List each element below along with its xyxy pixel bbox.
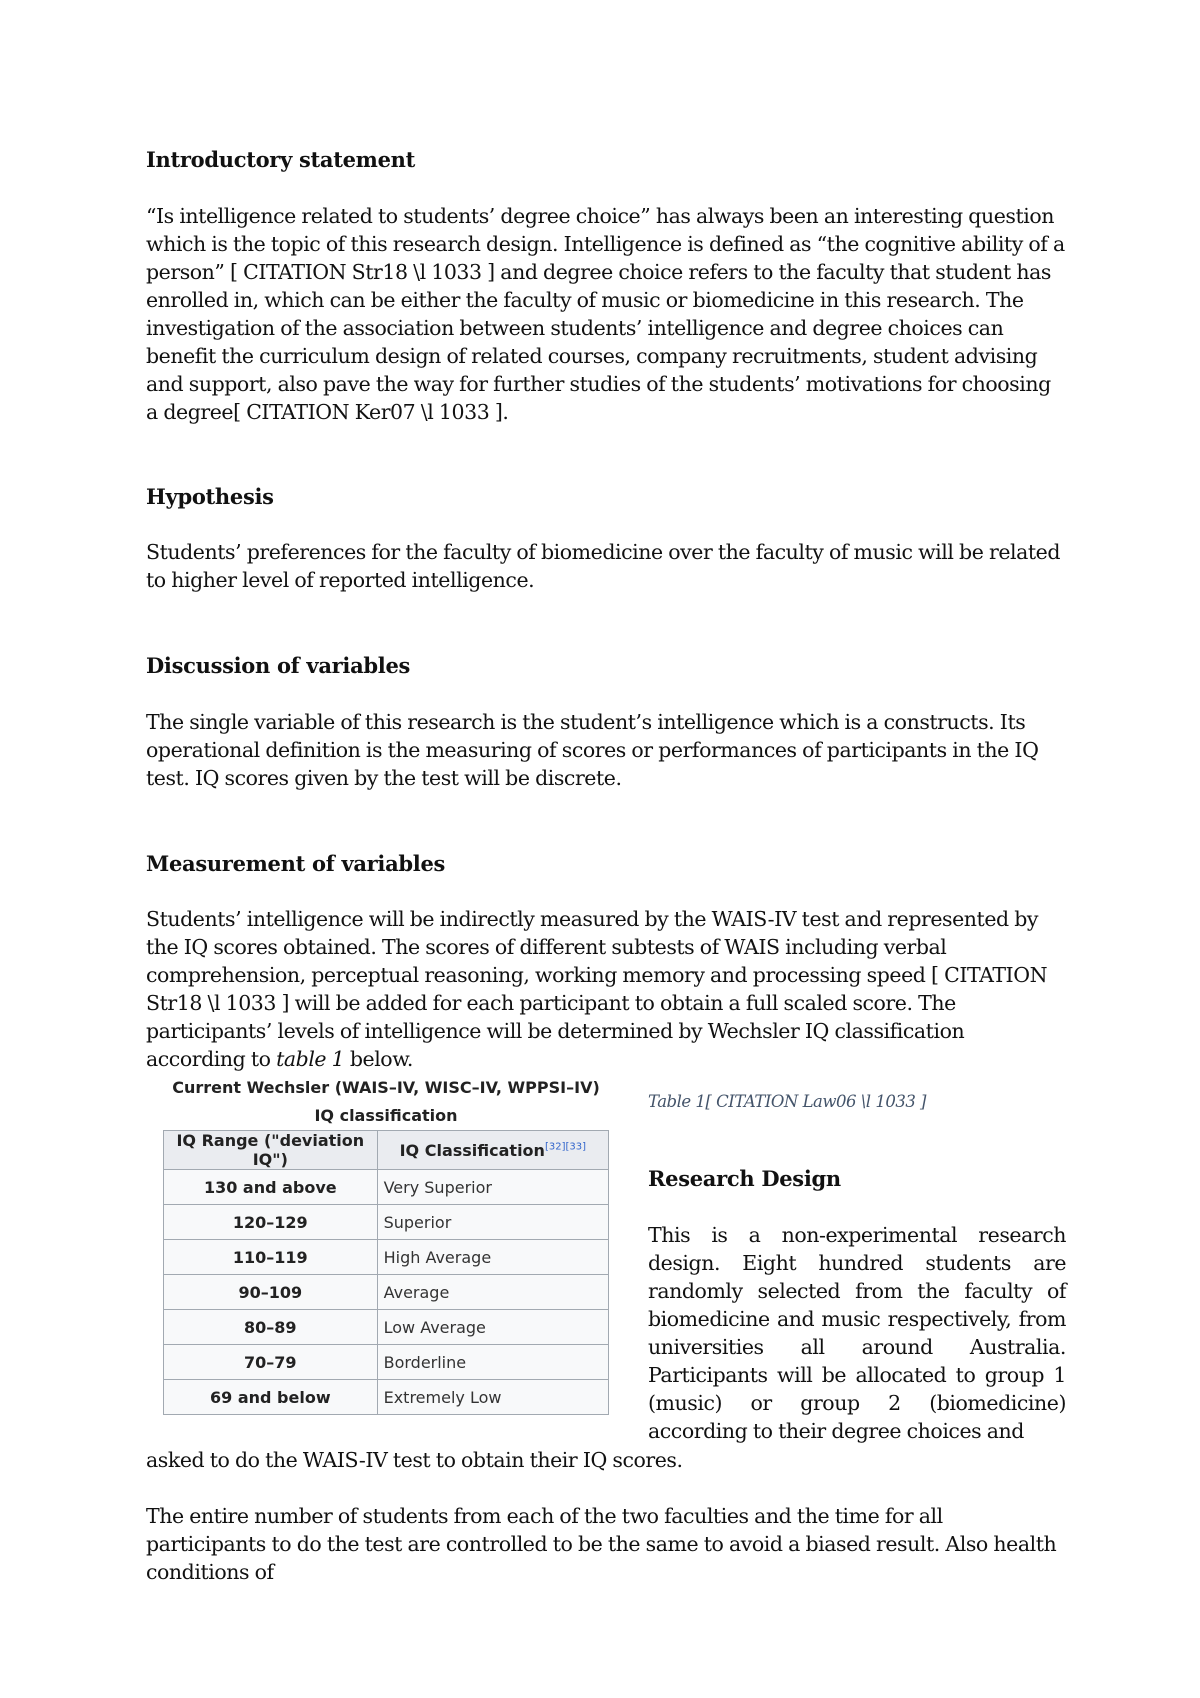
paragraph-introduction: “Is intelligence related to students’ degree choice” has always been an interesting question which is the topic of this research design. Intelligence is defined as “the cognitive ability of a person” [ CITATION Str18 \l 1033 ] and degree choice refers to the faculty that student has enrolled in, which can be either the faculty of music or biomedicine in this research. The investigation of the association between students’ intelligence and degree choices can benefit the curriculum design of related courses, company recruitments, student advising and support, also pave the way for further studies of the students’ motivations for choosing a degree[ CITATION Ker07 \l 1033 ]. — [146, 204, 1065, 424]
iq-classification-cell: High Average — [377, 1240, 608, 1275]
iq-range-cell: 80–89 — [164, 1310, 378, 1345]
table-row — [164, 1310, 609, 1345]
iq-classification-cell: Low Average — [377, 1310, 608, 1345]
heading-research-design: Research Design — [648, 1166, 841, 1191]
table-caption: Table 1[ CITATION Law06 \l 1033 ] — [648, 1092, 926, 1111]
iq-classification-table — [163, 1130, 609, 1415]
iq-classification-cell: Superior — [377, 1205, 608, 1240]
iq-range-cell: 120–129 — [164, 1205, 378, 1240]
heading-measurement-of-variables: Measurement of variables — [146, 851, 446, 876]
heading-introductory-statement: Introductory statement — [146, 147, 416, 172]
table-row — [164, 1275, 609, 1310]
column-header-iq-classification — [377, 1131, 608, 1170]
iq-range-cell: 90–109 — [164, 1275, 378, 1310]
paragraph-hypothesis: Students’ preferences for the faculty of biomedicine over the faculty of music will be related to higher level of reported intelligence. — [146, 540, 1061, 592]
table-row — [164, 1380, 609, 1415]
iq-range-cell: 69 and below — [164, 1380, 378, 1415]
reference-link[interactable]: [32][33] — [544, 1141, 586, 1153]
paragraph-measurement — [146, 905, 1066, 1073]
table-row — [164, 1205, 609, 1240]
table-row — [164, 1170, 609, 1205]
measurement-text-before: Students’ intelligence will be indirectly measured by the WAIS-IV test and represented by the IQ scores obtained. The scores of different subtests of WAIS including verbal comprehension, perceptual reasoning, working memory and processing speed [ CITATION Str18 \l 1033 ] will be added for each participant to obtain a full scaled score. The participants’ levels of intelligence will be determined by Wechsler IQ classification according to — [146, 907, 1048, 1071]
iq-classification-label: IQ Classification — [399, 1140, 545, 1160]
paragraph-research-design-continued: asked to do the WAIS-IV test to obtain their IQ scores. — [146, 1448, 683, 1472]
paragraph-discussion: The single variable of this research is the student’s intelligence which is a constructs. Its operational definition is the measuring of scores or performances of participants in the IQ test. IQ scores given by the test will be discrete. — [146, 710, 1039, 790]
table-header-row — [164, 1131, 609, 1170]
paragraph-research-design-2: The entire number of students from each of the two faculties and the time for all participants to do the test are controlled to be the same to avoid a biased result. Also health conditions of — [146, 1504, 1057, 1584]
heading-discussion-of-variables: Discussion of variables — [146, 653, 411, 678]
table-row — [164, 1345, 609, 1380]
iq-classification-cell: Average — [377, 1275, 608, 1310]
iq-range-cell: 70–79 — [164, 1345, 378, 1380]
column-header-iq-range: IQ Range ("deviation IQ") — [164, 1131, 378, 1170]
iq-range-cell: 130 and above — [164, 1170, 378, 1205]
measurement-table-ref: table 1 — [276, 1047, 345, 1071]
iq-classification-figure — [163, 1074, 609, 1415]
table-row — [164, 1240, 609, 1275]
iq-classification-cell: Very Superior — [377, 1170, 608, 1205]
iq-classification-cell: Borderline — [377, 1345, 608, 1380]
paragraph-research-design: This is a non-experimental research design. Eight hundred students are randomly selected from the faculty of biomedicine and music respectively, from universities all around Australia. Participants will be allocated to group 1 (music) or group 2 (biomedicine) according to their degree choices and — [648, 1223, 1066, 1443]
iq-range-cell: 110–119 — [164, 1240, 378, 1275]
iq-classification-cell: Extremely Low — [377, 1380, 608, 1415]
measurement-text-after: below. — [344, 1047, 413, 1071]
iq-table-title: Current Wechsler (WAIS–IV, WISC–IV, WPPSI–IV) IQ classification — [172, 1078, 600, 1125]
heading-hypothesis: Hypothesis — [146, 484, 274, 509]
